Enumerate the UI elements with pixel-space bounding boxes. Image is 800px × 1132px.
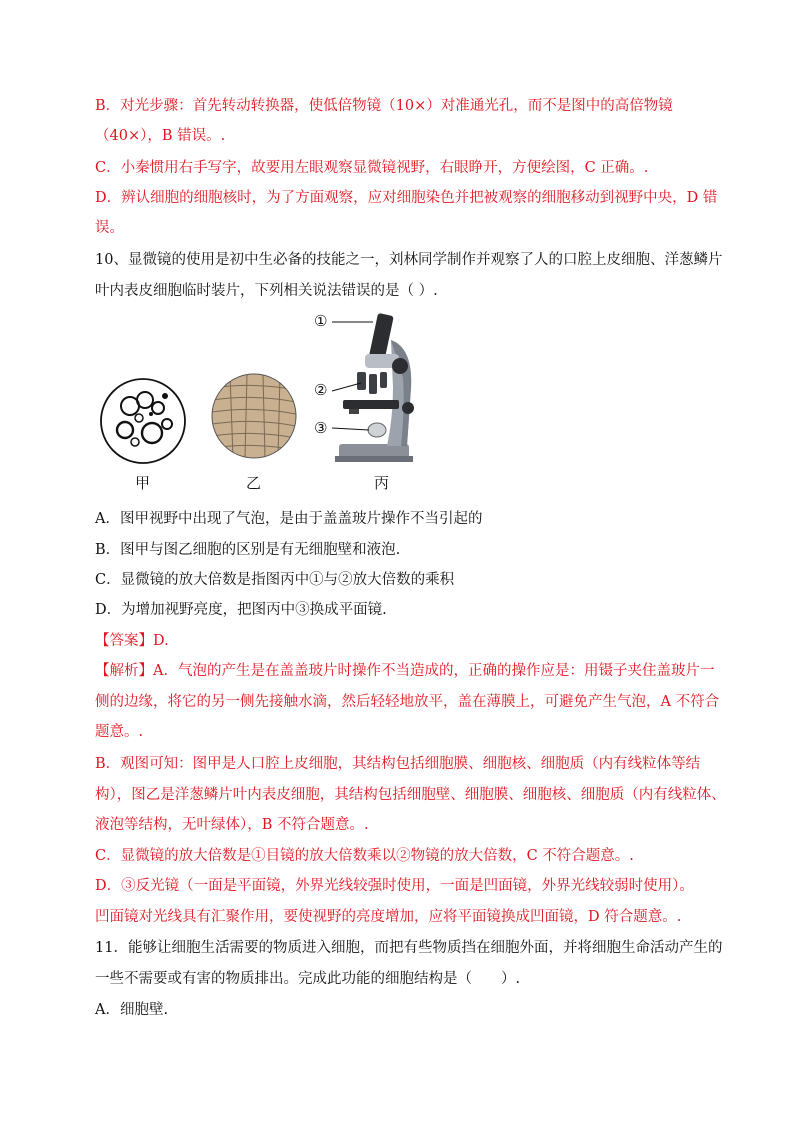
option-a: A．细胞壁. (95, 1002, 169, 1018)
question-10-stem: 10、显微镜的使用是初中生必备的技能之一，刘林同学制作并观察了人的口腔上皮细胞、洋葱鳞片 (95, 252, 723, 268)
text-line: （40×），B 错误。. (95, 128, 226, 144)
analysis-line: 【解析】A．气泡的产生是在盖盖玻片时操作不当造成的，正确的操作应是：用镊子夹住盖玻片一 (95, 663, 715, 679)
answer: 【答案】D. (95, 633, 169, 649)
analysis-line: 构），图乙是洋葱鳞片叶内表皮细胞，其结构包括细胞壁、细胞膜、细胞核、细胞质（内有线粒体、 (95, 787, 726, 803)
label-jia: 甲 (135, 474, 151, 492)
analysis-line: 液泡等结构，无叶绿体），B 不符合题意。. (95, 817, 369, 833)
option-b: B．图甲与图乙细胞的区别是有无细胞壁和液泡. (95, 542, 401, 558)
analysis-line: 凹面镜对光线具有汇聚作用，要使视野的亮度增加，应将平面镜换成凹面镜，D 符合题意。. (95, 909, 682, 925)
text-line: 误。 (95, 220, 124, 236)
analysis-line: 侧的边缘，将它的另一侧先接触水滴，然后轻轻地放平，盖在薄膜上，可避免产生气泡，A 不符合 (95, 694, 720, 710)
figure-svg (95, 308, 445, 498)
question-11-stem: 一些不需要或有害的物质排出。完成此功能的细胞结构是（ ）. (95, 971, 521, 987)
option-d: D．为增加视野亮度，把图丙中③换成平面镜. (95, 602, 387, 618)
question-10-stem: 叶内表皮细胞临时装片，下列相关说法错误的是（ ）. (95, 283, 438, 299)
text-line: D．辨认细胞的细胞核时，为了方面观察，应对细胞染色并把被观察的细胞移动到视野中央，D 错 (95, 190, 718, 206)
analysis-line: C．显微镜的放大倍数是①目镜的放大倍数乘以②物镜的放大倍数，C 不符合题意。. (95, 848, 634, 864)
label-yi: 乙 (246, 474, 262, 492)
marker-mirror: ③ (314, 419, 328, 437)
text-line: B．对光步骤：首先转动转换器，使低倍物镜（10×）对准通光孔，而不是图中的高倍物镜 (95, 98, 673, 114)
label-bing: 丙 (374, 474, 390, 492)
marker-eyepiece: ① (314, 312, 328, 330)
view-jia-cheek-cells (101, 379, 185, 463)
analysis-line: D．③反光镜（一面是平面镜，外界光线较强时使用，一面是凹面镜，外界光线较弱时使用）。 (95, 878, 694, 894)
option-c: C．显微镜的放大倍数是指图丙中①与②放大倍数的乘积 (95, 572, 455, 588)
marker-objective: ② (314, 381, 328, 399)
view-bing-microscope (335, 313, 414, 462)
microscope-figure (95, 308, 445, 498)
question-11-stem: 11．能够让细胞生活需要的物质进入细胞，而把有些物质挡在细胞外面，并将细胞生命活动产生的 (95, 940, 723, 956)
text-line: C．小秦惯用右手写字，故要用左眼观察显微镜视野，右眼睁开，方便绘图，C 正确。. (95, 160, 649, 176)
analysis-line: B．观图可知：图甲是人口腔上皮细胞，其结构包括细胞膜、细胞核、细胞质（内有线粒体等结 (95, 756, 701, 772)
view-yi-onion-cells (212, 374, 296, 458)
option-a: A．图甲视野中出现了气泡，是由于盖盖玻片操作不当引起的 (95, 511, 483, 527)
analysis-line: 题意。. (95, 724, 144, 740)
